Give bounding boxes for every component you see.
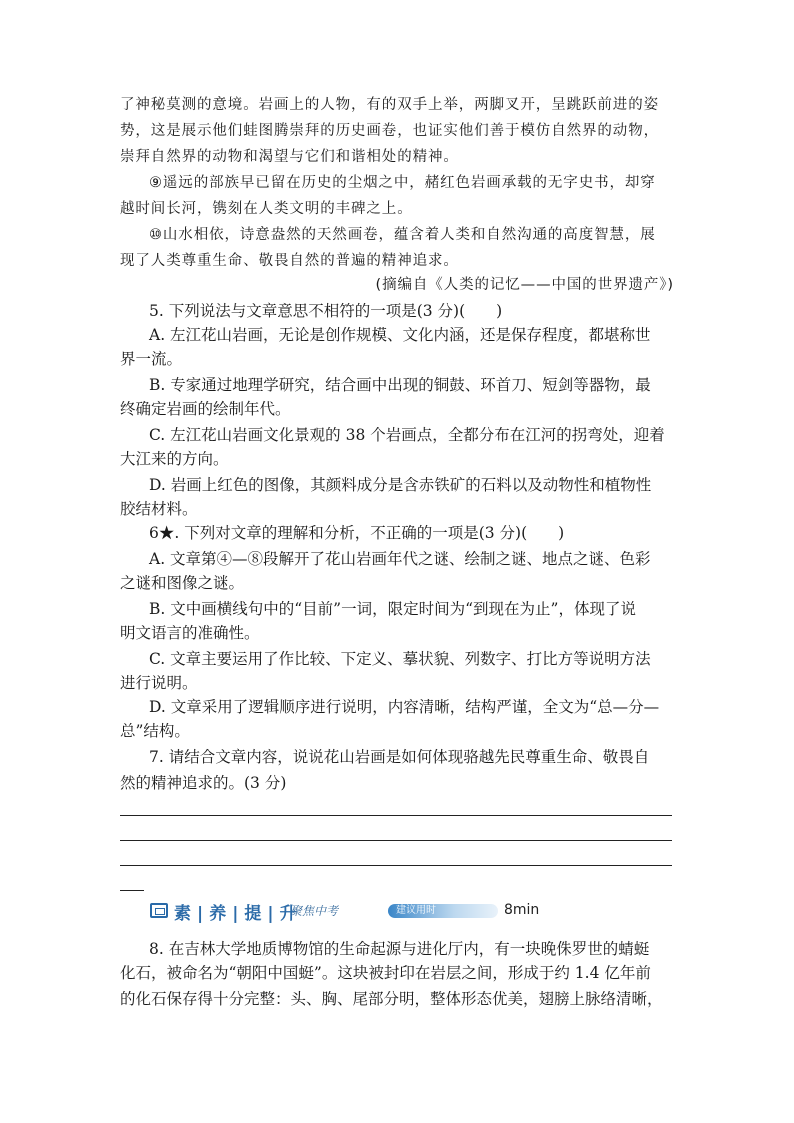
passage-line: 崇拜自然界的动物和渴望与它们和谐相处的精神。 — [120, 149, 459, 165]
passage-line: 势，这是展示他们蛙图腾崇拜的历史画卷，也证实他们善于模仿自然界的动物， — [120, 123, 659, 139]
option-c-cont: 大江来的方向。 — [120, 450, 229, 468]
suggested-time-badge — [388, 904, 498, 918]
option-a-cont: 之谜和图像之谜。 — [120, 574, 245, 592]
answer-line-end — [120, 890, 144, 891]
option-a: A. 左江花山岩画，无论是创作规模、文化内涵，还是保存程度，都堪称世 — [149, 326, 651, 344]
question-7-stem: 7. 请结合文章内容，说说花山岩画是如何体现骆越先民尊重生命、敬畏自 — [149, 748, 650, 766]
answer-line[interactable] — [120, 865, 672, 866]
answer-line[interactable] — [120, 815, 672, 816]
suggested-time-value: 8min — [504, 902, 540, 918]
question-6-stem: 6★. 下列对文章的理解和分析，不正确的一项是(3 分)( ) — [149, 524, 565, 542]
option-c-cont: 进行说明。 — [120, 674, 198, 692]
passage-line: 现了人类尊重生命、敬畏自然的普遍的精神追求。 — [120, 253, 459, 269]
option-d-cont: 总”结构。 — [120, 722, 190, 740]
option-c: C. 左江花山岩画文化景观的 38 个岩画点，全都分布在江河的拐弯处，迎着 — [149, 426, 665, 444]
suggested-time-label: 建议用时 — [396, 905, 436, 916]
section-title: 素|养|提|升 — [174, 904, 303, 924]
section-banner — [150, 899, 540, 924]
question-5-stem: 5. 下列说法与文章意思不相符的一项是(3 分)( ) — [149, 302, 503, 320]
book-icon — [150, 903, 168, 918]
option-d: D. 文章采用了逻辑顺序进行说明，内容清晰，结构严谨，全文为“总—分— — [149, 698, 660, 716]
source-citation: (摘编自《人类的记忆——中国的世界遗产》) — [375, 277, 674, 293]
option-b-cont: 明文语言的准确性。 — [120, 624, 260, 642]
option-b: B. 文中画横线句中的“目前”一词，限定时间为“到现在为止”，体现了说 — [149, 600, 636, 618]
passage-line: 越时间长河，镌刻在人类文明的丰碑之上。 — [120, 201, 413, 217]
passage-line: 了神秘莫测的意境。岩画上的人物，有的双手上举，两脚叉开，呈跳跃前进的姿 — [120, 97, 659, 113]
option-d-cont: 胶结材料。 — [120, 500, 198, 518]
question-8-line: 8. 在吉林大学地质博物馆的生命起源与进化厅内，有一块晚侏罗世的蜻蜓 — [149, 940, 650, 958]
section-subtitle: 聚焦中考 — [290, 904, 339, 918]
passage-line: ⑩山水相依，诗意盎然的天然画卷，蕴含着人类和自然沟通的高度智慧，展 — [149, 227, 656, 243]
option-d: D. 岩画上红色的图像，其颜料成分是含赤铁矿的石料以及动物性和植物性 — [149, 476, 652, 494]
question-8-line: 的化石保存得十分完整：头、胸、尾部分明，整体形态优美，翅膀上脉络清晰， — [120, 990, 663, 1008]
option-b-cont: 终确定岩画的绘制年代。 — [120, 400, 291, 418]
option-a: A. 文章第④—⑧段解开了花山岩画年代之谜、绘制之谜、地点之谜、色彩 — [149, 550, 651, 568]
passage-line: ⑨遥远的部族早已留在历史的尘烟之中，赭红色岩画承载的无字史书，却穿 — [149, 175, 656, 191]
answer-line[interactable] — [120, 840, 672, 841]
option-c: C. 文章主要运用了作比较、下定义、摹状貌、列数字、打比方等说明方法 — [149, 650, 651, 668]
option-b: B. 专家通过地理学研究，结合画中出现的铜鼓、环首刀、短剑等器物，最 — [149, 376, 651, 394]
question-8-line: 化石，被命名为“朝阳中国蜓”。这块被封印在岩层之间，形成于约 1.4 亿年前 — [120, 964, 651, 982]
question-7-cont: 然的精神追求的。(3 分) — [120, 774, 287, 792]
option-a-cont: 界一流。 — [120, 350, 183, 368]
